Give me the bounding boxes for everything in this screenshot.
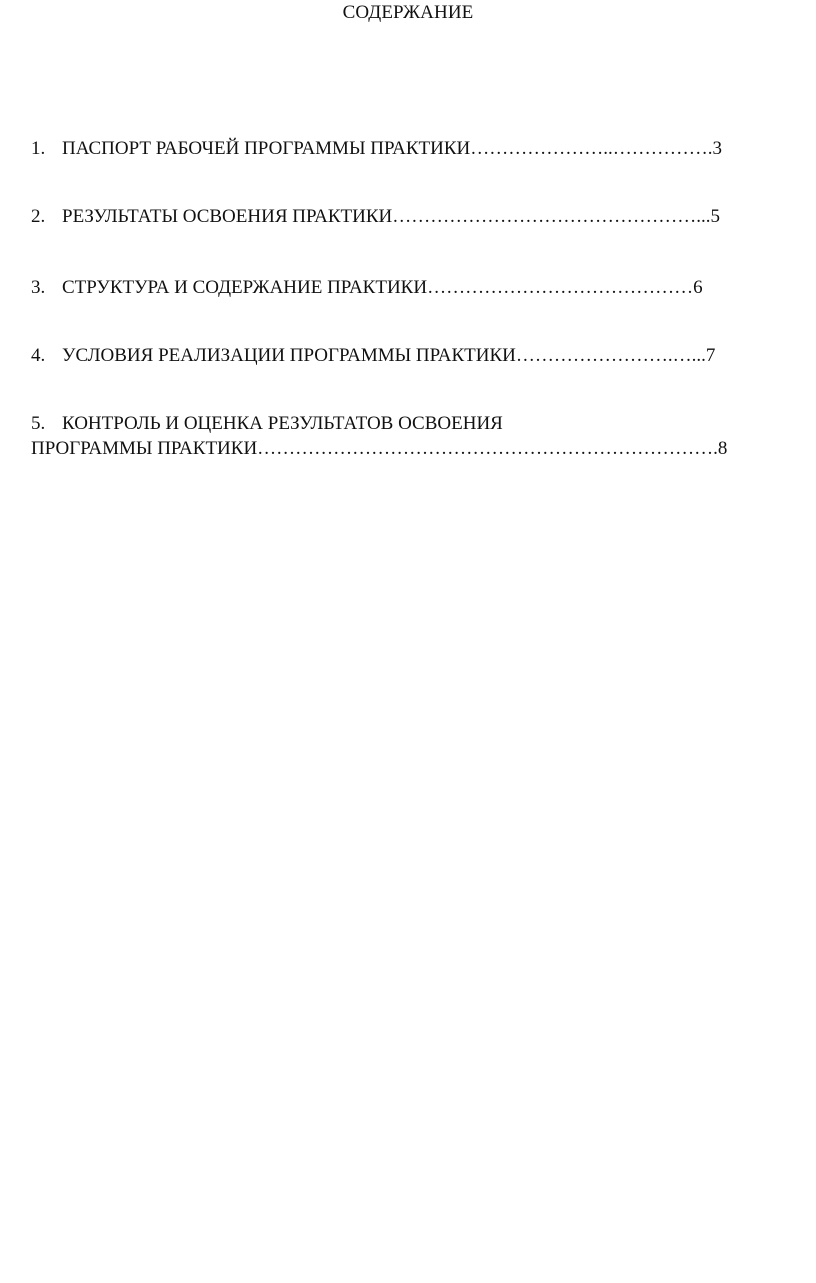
toc-entry-number: 2. — [31, 206, 46, 227]
toc-entry-text: СТРУКТУРА И СОДЕРЖАНИЕ ПРАКТИКИ……………………………………6 — [62, 277, 703, 298]
toc-entry-number: 1. — [31, 138, 46, 159]
toc-entry-number: 4. — [31, 345, 46, 366]
toc-entry-number: 3. — [31, 277, 46, 298]
toc-entry-2[interactable] — [31, 205, 720, 229]
toc-entry-text: КОНТРОЛЬ И ОЦЕНКА РЕЗУЛЬТАТОВ ОСВОЕНИЯ — [62, 413, 503, 434]
toc-entry-text-continuation: ПРОГРАММЫ ПРАКТИКИ……………………………………………………………….8 — [31, 438, 728, 459]
toc-entry-5[interactable] — [31, 412, 503, 436]
toc-entry-text: РЕЗУЛЬТАТЫ ОСВОЕНИЯ ПРАКТИКИ…………………………………………...5 — [62, 206, 720, 227]
toc-entry-4[interactable] — [31, 344, 715, 368]
toc-entry-text: ПАСПОРТ РАБОЧЕЙ ПРОГРАММЫ ПРАКТИКИ…………………..…………….3 — [62, 138, 722, 159]
toc-entry-text: УСЛОВИЯ РЕАЛИЗАЦИИ ПРОГРАММЫ ПРАКТИКИ…………………….…...7 — [62, 345, 716, 366]
toc-entry-number: 5. — [31, 413, 46, 434]
toc-entry-1[interactable] — [31, 137, 722, 161]
page-title: СОДЕРЖАНИЕ — [342, 2, 474, 23]
toc-entry-5-continuation[interactable] — [31, 437, 727, 461]
toc-entry-3[interactable] — [31, 276, 703, 300]
